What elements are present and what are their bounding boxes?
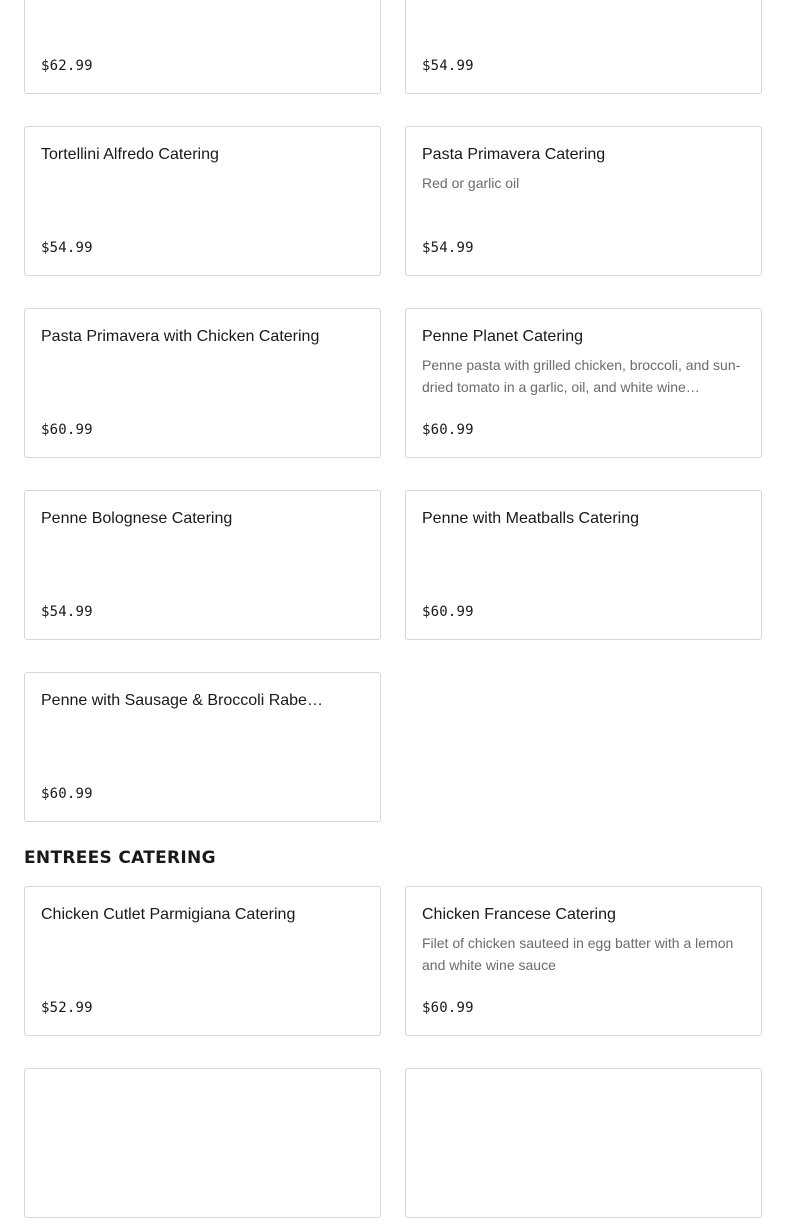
item-price: $54.99 [41, 240, 93, 256]
menu-item-card[interactable] [405, 886, 762, 1036]
item-price: $60.99 [41, 422, 93, 438]
item-description: Red or garlic oil [422, 175, 520, 191]
menu-item-card[interactable] [405, 126, 762, 276]
item-price: $52.99 [41, 1000, 93, 1016]
menu-item-card[interactable] [24, 308, 381, 458]
item-name: Chicken Cutlet Parmigiana Catering [41, 906, 296, 923]
item-name: Penne with Sausage & Broccoli Rabe… [41, 692, 323, 709]
menu-item-card[interactable] [24, 490, 381, 640]
item-price: $54.99 [422, 58, 474, 74]
menu-item-card[interactable] [405, 0, 762, 94]
item-price: $60.99 [41, 786, 93, 802]
menu-item-card[interactable] [405, 490, 762, 640]
menu-item-card[interactable] [24, 672, 381, 822]
section-title-entrees: ENTREES CATERING [24, 848, 216, 868]
item-name: Penne Bolognese Catering [41, 510, 233, 527]
item-description: Filet of chicken sauteed in egg batter with a lemon and white wine sauce [422, 935, 734, 973]
item-name: Penne with Meatballs Catering [422, 510, 640, 527]
item-price: $60.99 [422, 604, 474, 620]
item-price: $54.99 [41, 604, 93, 620]
menu-item-card[interactable] [24, 886, 381, 1036]
item-name: Penne Planet Catering [422, 328, 583, 345]
menu-item-card[interactable] [24, 126, 381, 276]
menu-item-card[interactable] [405, 308, 762, 458]
item-name: Tortellini Alfredo Catering [41, 146, 219, 163]
menu-item-card[interactable] [24, 0, 381, 94]
menu-item-card[interactable] [405, 1068, 762, 1218]
item-price: $62.99 [41, 58, 93, 74]
item-name: Pasta Primavera with Chicken Catering [41, 328, 320, 345]
item-price: $60.99 [422, 422, 474, 438]
menu-item-card[interactable] [24, 1068, 381, 1218]
item-description: Penne pasta with grilled chicken, broccoli, and sun-dried tomato in a garlic, oil, and white wine… [422, 357, 741, 395]
item-name: Chicken Francese Catering [422, 906, 616, 923]
item-name: Pasta Primavera Catering [422, 146, 606, 163]
item-price: $54.99 [422, 240, 474, 256]
item-price: $60.99 [422, 1000, 474, 1016]
